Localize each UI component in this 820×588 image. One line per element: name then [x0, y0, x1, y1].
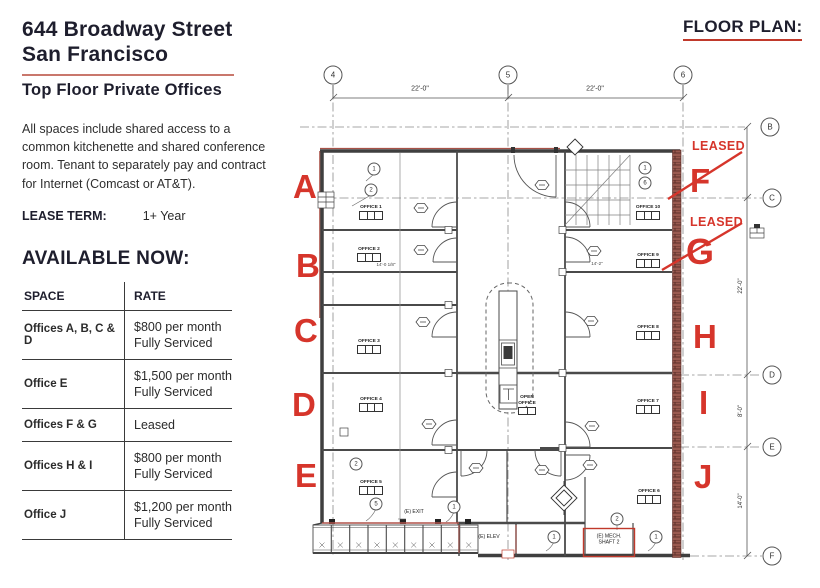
grid-bubble-c: C [763, 189, 782, 208]
cell-space: Office J [22, 491, 125, 539]
title-line-1: 644 Broadway Street [22, 18, 233, 41]
dim-inner-right: 14'-2" [591, 261, 603, 267]
plan-label-office-i: I [699, 384, 709, 421]
callout-circle: 2 [350, 458, 363, 471]
dim-top-right: 22'-0" [586, 85, 604, 93]
lease-term-label: LEASE TERM: [22, 209, 107, 224]
dim-top-left: 22'-0" [411, 85, 429, 93]
plan-label-office-d: D [292, 386, 316, 423]
grid-bubble-d: D [763, 366, 782, 385]
grid-bubble-f: F [763, 547, 782, 566]
dim-inner-left: 14'-0 1/8" [376, 262, 396, 268]
subtitle: Top Floor Private Offices [22, 80, 222, 99]
plan-label-office-e: E [295, 457, 318, 494]
plan-label-office-f: F [690, 162, 711, 199]
cell-space: Office E [22, 360, 125, 408]
rate-line-2: Fully Serviced [134, 385, 213, 400]
window-wall [313, 519, 478, 553]
rate-line-2: Fully Serviced [134, 336, 213, 351]
callout-circle: 2 [365, 184, 378, 197]
title-line-2: San Francisco [22, 42, 169, 66]
room-tag-office-2: OFFICE 2 [347, 246, 391, 262]
room-tag-office-6: OFFICE 6 [627, 488, 671, 504]
rate-line-1: $800 per month [134, 320, 222, 335]
callout-circle: 1 [368, 163, 381, 176]
room-tag-open-office: OPEN OFFICE [505, 394, 549, 415]
dim-right-top: 22'-0" [738, 278, 744, 294]
dimension-lines [330, 85, 751, 559]
rate-line-1: Leased [134, 418, 176, 433]
callout-circle: 6 [639, 177, 652, 190]
grid-bubble-5: 5 [499, 66, 518, 85]
plan-label-office-b: B [296, 247, 320, 284]
header-rate: RATE [134, 289, 166, 304]
plan-label-office-a: A [293, 168, 317, 205]
stairs [565, 155, 630, 225]
plan-label-office-h: H [693, 318, 717, 355]
room-tag-office-8: OFFICE 8 [626, 324, 670, 340]
dim-right-bottom: 14'-0" [738, 493, 744, 509]
grid-bubble-4: 4 [324, 66, 343, 85]
callout-circle: 5 [370, 498, 383, 511]
leased-label-f: LEASED [692, 139, 746, 153]
room-tag-office-3: OFFICE 3 [347, 338, 391, 354]
leased-label-g: LEASED [690, 215, 744, 229]
callout-circle: 1 [639, 162, 652, 175]
elevator-label: (E) ELEV [478, 534, 500, 540]
cell-space: Offices F & G [22, 409, 125, 441]
cell-space: Offices A, B, C & D [22, 311, 125, 359]
rate-line-1: $1,200 per month [134, 500, 232, 515]
room-tag-office-10: OFFICE 10 [626, 204, 670, 220]
callout-circle: 1 [548, 531, 561, 544]
room-tag-office-4: OFFICE 4 [349, 396, 393, 412]
rate-line-2: Fully Serviced [134, 467, 213, 482]
plan-label-office-g: G [686, 231, 715, 272]
lease-term-value: 1+ Year [142, 209, 186, 224]
grid-bubble-e: E [763, 438, 782, 457]
available-now-heading: AVAILABLE NOW: [22, 248, 190, 270]
header-space: SPACE [22, 282, 125, 310]
callout-circle: 1 [448, 501, 461, 514]
rate-line-2: Fully Serviced [134, 516, 213, 531]
callout-circle: 1 [650, 531, 663, 544]
rate-line-1: $1,500 per month [134, 369, 232, 384]
dim-right-mid: 8'-0" [738, 405, 744, 417]
room-tag-office-1: OFFICE 1 [349, 204, 393, 220]
room-tag-office-5: OFFICE 5 [349, 479, 393, 495]
room-tag-office-9: OFFICE 9 [626, 252, 670, 268]
callout-circle: 2 [611, 513, 624, 526]
plan-label-office-c: C [294, 312, 318, 349]
description-text: All spaces include shared access to a common kitchenette and shared conference room. Tenant to separately pay and contract for Internet (Comcast or AT&T). [22, 121, 266, 191]
grid-bubble-6: 6 [674, 66, 693, 85]
exit-label: (E) EXIT [404, 509, 424, 515]
grid-bubble-b: B [761, 118, 780, 137]
plan-label-office-j: J [694, 458, 713, 495]
rate-line-1: $800 per month [134, 451, 222, 466]
cell-space: Offices H & I [22, 442, 125, 490]
floor-plan-title: FLOOR PLAN: [683, 17, 802, 41]
mech-shaft-label: (E) MECH. SHAFT 2 [596, 533, 622, 545]
room-tag-office-7: OFFICE 7 [626, 398, 670, 414]
